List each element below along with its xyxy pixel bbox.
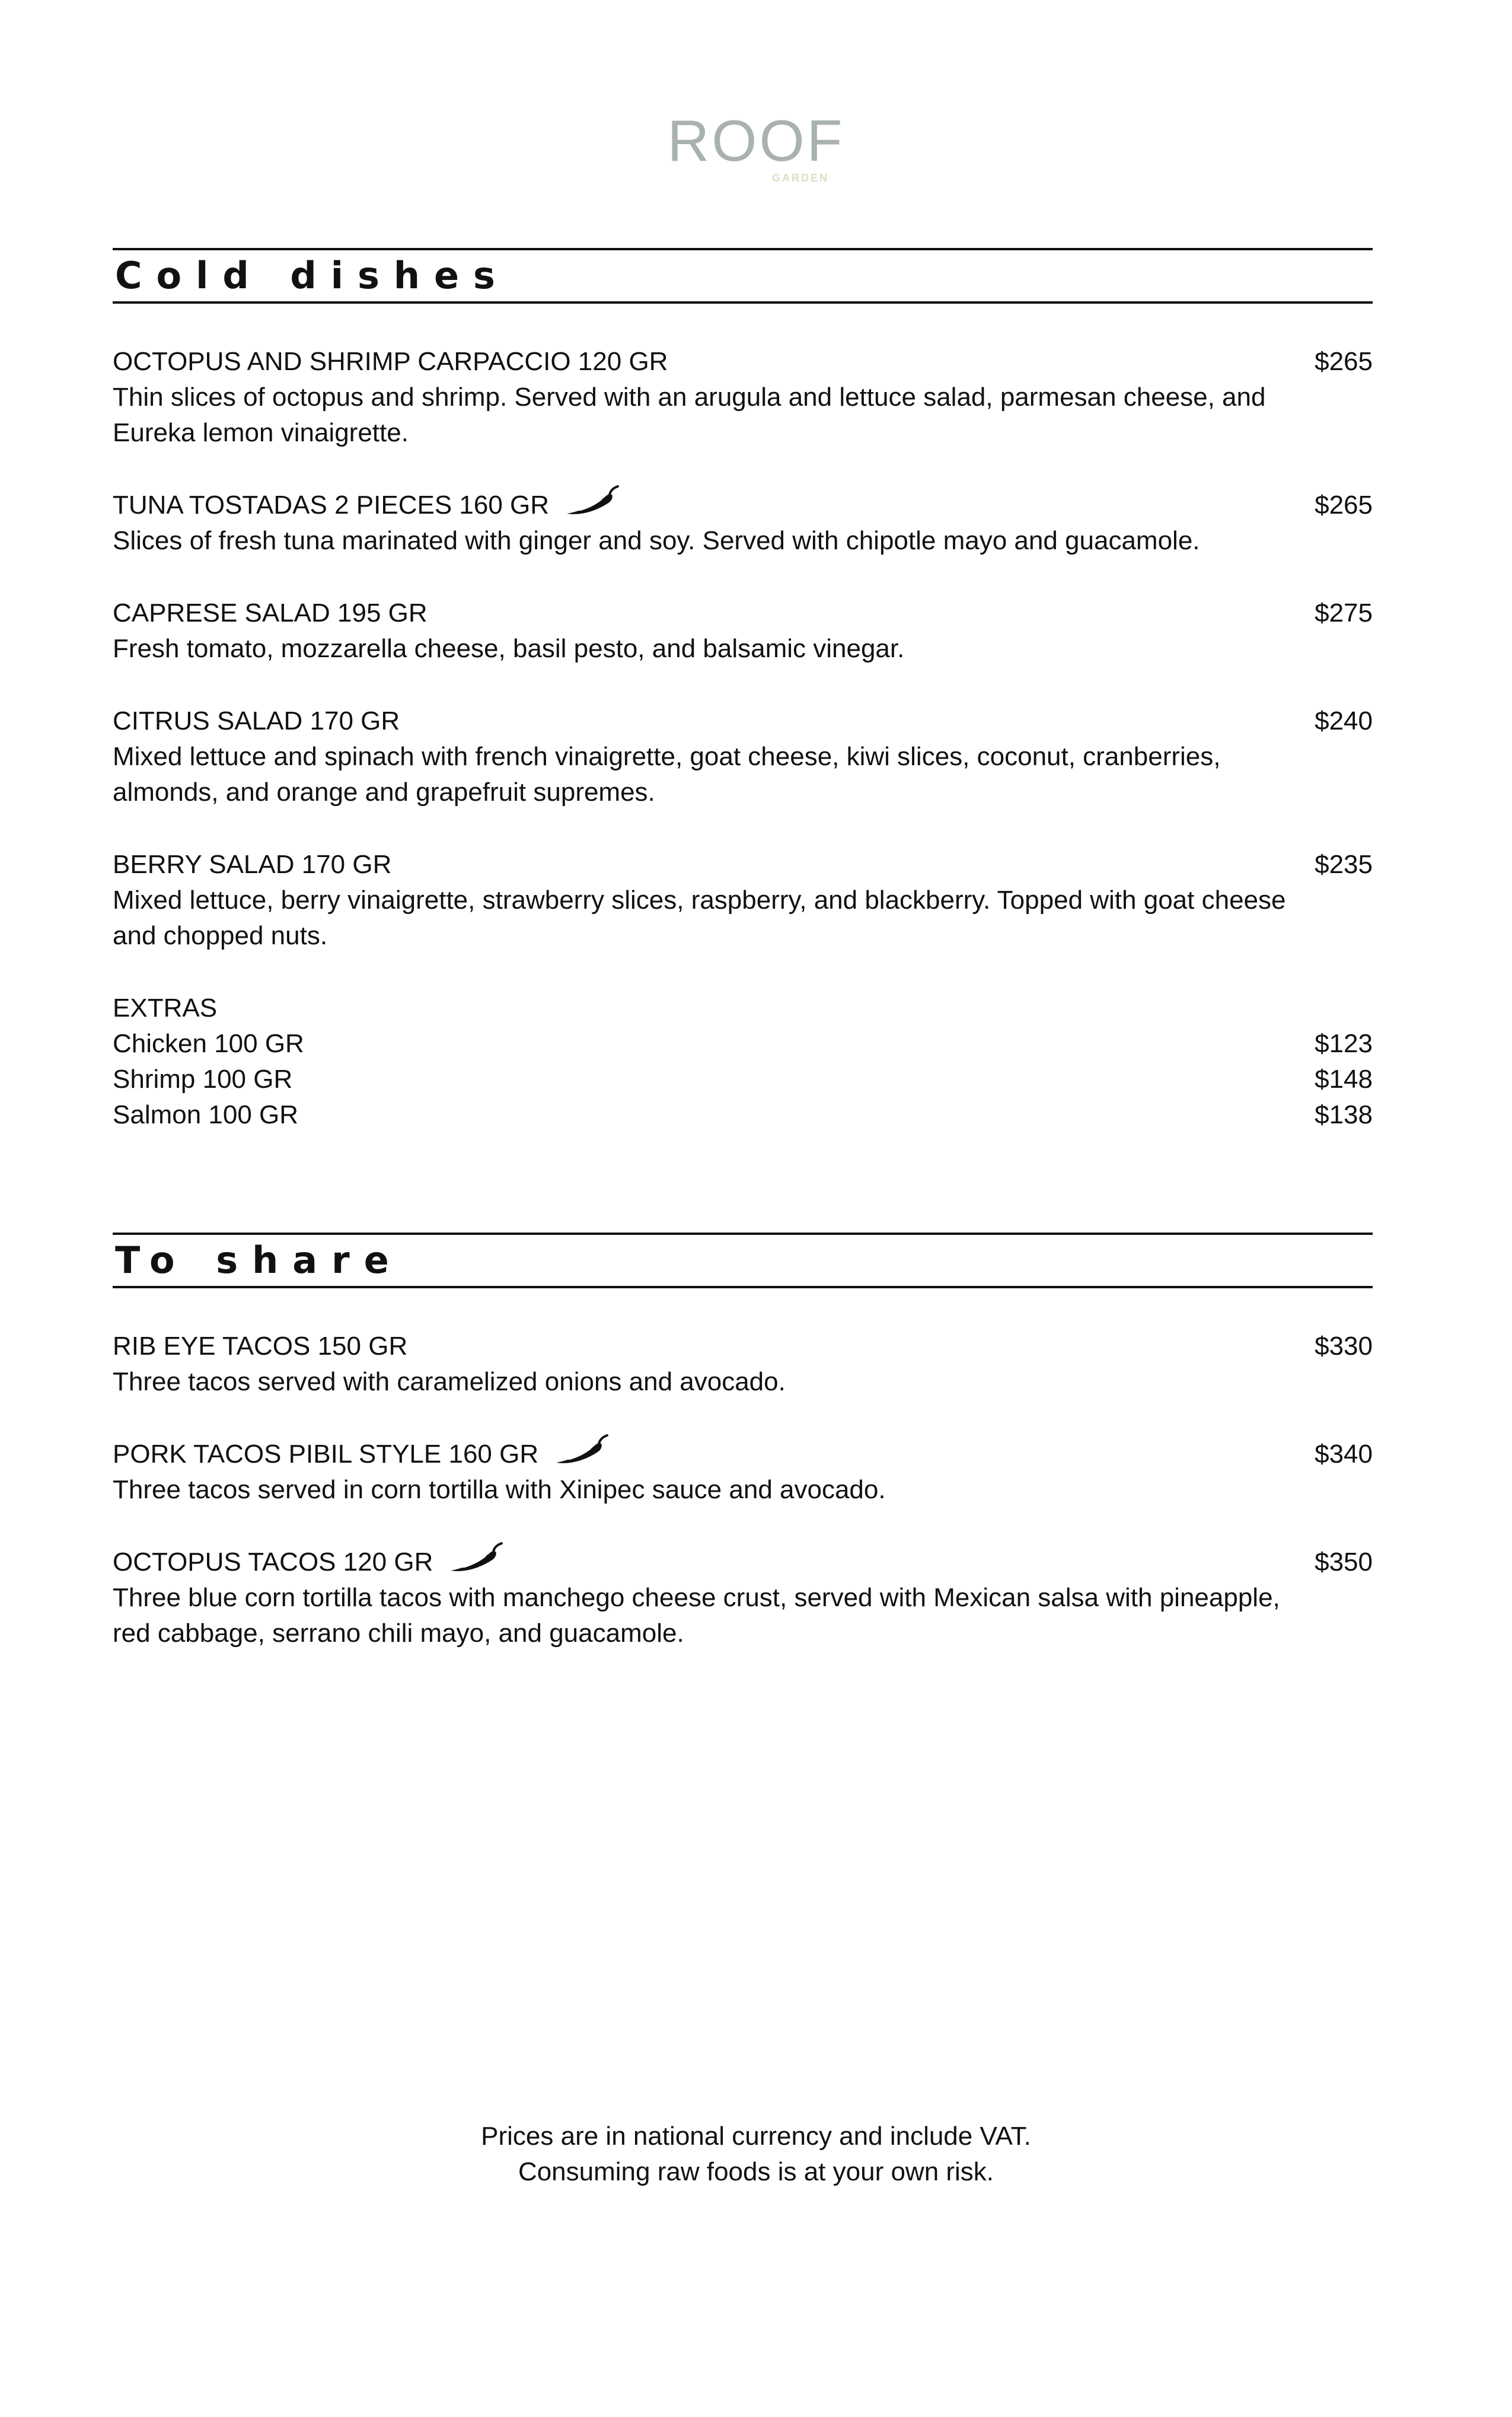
item-name-wrap (113, 1545, 505, 1581)
item-price: $240 (1315, 706, 1373, 735)
item-description: Fresh tomato, mozzarella cheese, basil pesto, and balsamic vinegar. (113, 634, 905, 663)
item-description: Mixed lettuce, berry vinaigrette, strawberry slices, raspberry, and blackberry. Topped with goat cheese and chopped nuts. (113, 886, 1286, 950)
logo-word-text: ROOF (667, 108, 845, 173)
item-name-wrap (113, 1437, 611, 1473)
section-header (113, 1233, 1373, 1288)
menu-item (113, 1545, 1373, 1651)
extra-item (113, 1026, 1373, 1062)
item-price: $330 (1315, 1332, 1373, 1361)
menu-footer (0, 2119, 1512, 2190)
section-title: Cold dishes (115, 254, 509, 297)
footer-raw-food-warning: Consuming raw foods is at your own risk. (518, 2157, 994, 2186)
footer-vat-note: Prices are in national currency and include VAT. (481, 2122, 1031, 2151)
item-description: Slices of fresh tuna marinated with ginger and soy. Served with chipotle mayo and guacamole. (113, 526, 1200, 555)
item-price: $265 (1315, 491, 1373, 520)
item-description: Three tacos served with caramelized onions and avocado. (113, 1367, 786, 1396)
chili-pepper-icon (446, 1541, 505, 1577)
menu-item (113, 488, 1373, 559)
logo-subtitle: GARDEN (771, 172, 829, 184)
menu-item (113, 1329, 1373, 1400)
chili-pepper-icon (551, 1433, 611, 1469)
extra-price: $148 (1315, 1065, 1373, 1094)
menu-item (113, 344, 1373, 451)
extras-block (113, 991, 1373, 1133)
section-to-share (113, 1233, 1373, 1688)
section-title: To share (115, 1238, 403, 1282)
item-name: PORK TACOS PIBIL STYLE 160 GR (113, 1440, 539, 1469)
item-description: Three tacos served in corn tortilla with Xinipec sauce and avocado. (113, 1475, 886, 1504)
item-price: $275 (1315, 598, 1373, 628)
item-name: CAPRESE SALAD 195 GR (113, 598, 428, 628)
menu-item (113, 703, 1373, 810)
item-price: $265 (1315, 347, 1373, 376)
item-name: TUNA TOSTADAS 2 PIECES 160 GR (113, 491, 550, 520)
item-name: OCTOPUS TACOS 120 GR (113, 1547, 433, 1577)
chili-pepper-icon (562, 484, 621, 520)
item-price: $235 (1315, 850, 1373, 879)
extra-price: $138 (1315, 1100, 1373, 1129)
section-header (113, 248, 1373, 304)
menu-item (113, 596, 1373, 667)
item-name: OCTOPUS AND SHRIMP CARPACCIO 120 GR (113, 347, 668, 376)
item-name: BERRY SALAD 170 GR (113, 850, 392, 879)
menu-items (113, 344, 1373, 1133)
item-description: Mixed lettuce and spinach with french vinaigrette, goat cheese, kiwi slices, coconut, cranberries, almonds, and orange and grapefruit supremes. (113, 742, 1221, 807)
extra-price: $123 (1315, 1029, 1373, 1058)
item-description: Thin slices of octopus and shrimp. Served with an arugula and lettuce salad, parmesan cheese, and Eureka lemon vinaigrette. (113, 383, 1266, 447)
extra-item (113, 1062, 1373, 1097)
item-name-wrap (113, 488, 621, 524)
item-price: $340 (1315, 1440, 1373, 1469)
restaurant-logo (0, 108, 1512, 189)
menu-item (113, 847, 1373, 954)
item-description: Three blue corn tortilla tacos with manchego cheese crust, served with Mexican salsa with pineapple, red cabbage, serrano chili mayo, and guacamole. (113, 1583, 1280, 1648)
item-price: $350 (1315, 1547, 1373, 1577)
extras-label: EXTRAS (113, 993, 218, 1023)
item-name: CITRUS SALAD 170 GR (113, 706, 400, 735)
section-cold-dishes (113, 248, 1373, 1170)
menu-item (113, 1437, 1373, 1508)
extra-name: Shrimp 100 GR (113, 1065, 293, 1094)
item-name: RIB EYE TACOS 150 GR (113, 1332, 408, 1361)
menu-items (113, 1329, 1373, 1651)
extra-name: Chicken 100 GR (113, 1029, 304, 1058)
extra-name: Salmon 100 GR (113, 1100, 299, 1129)
extra-item (113, 1097, 1373, 1133)
logo-wordmark (0, 108, 1512, 173)
